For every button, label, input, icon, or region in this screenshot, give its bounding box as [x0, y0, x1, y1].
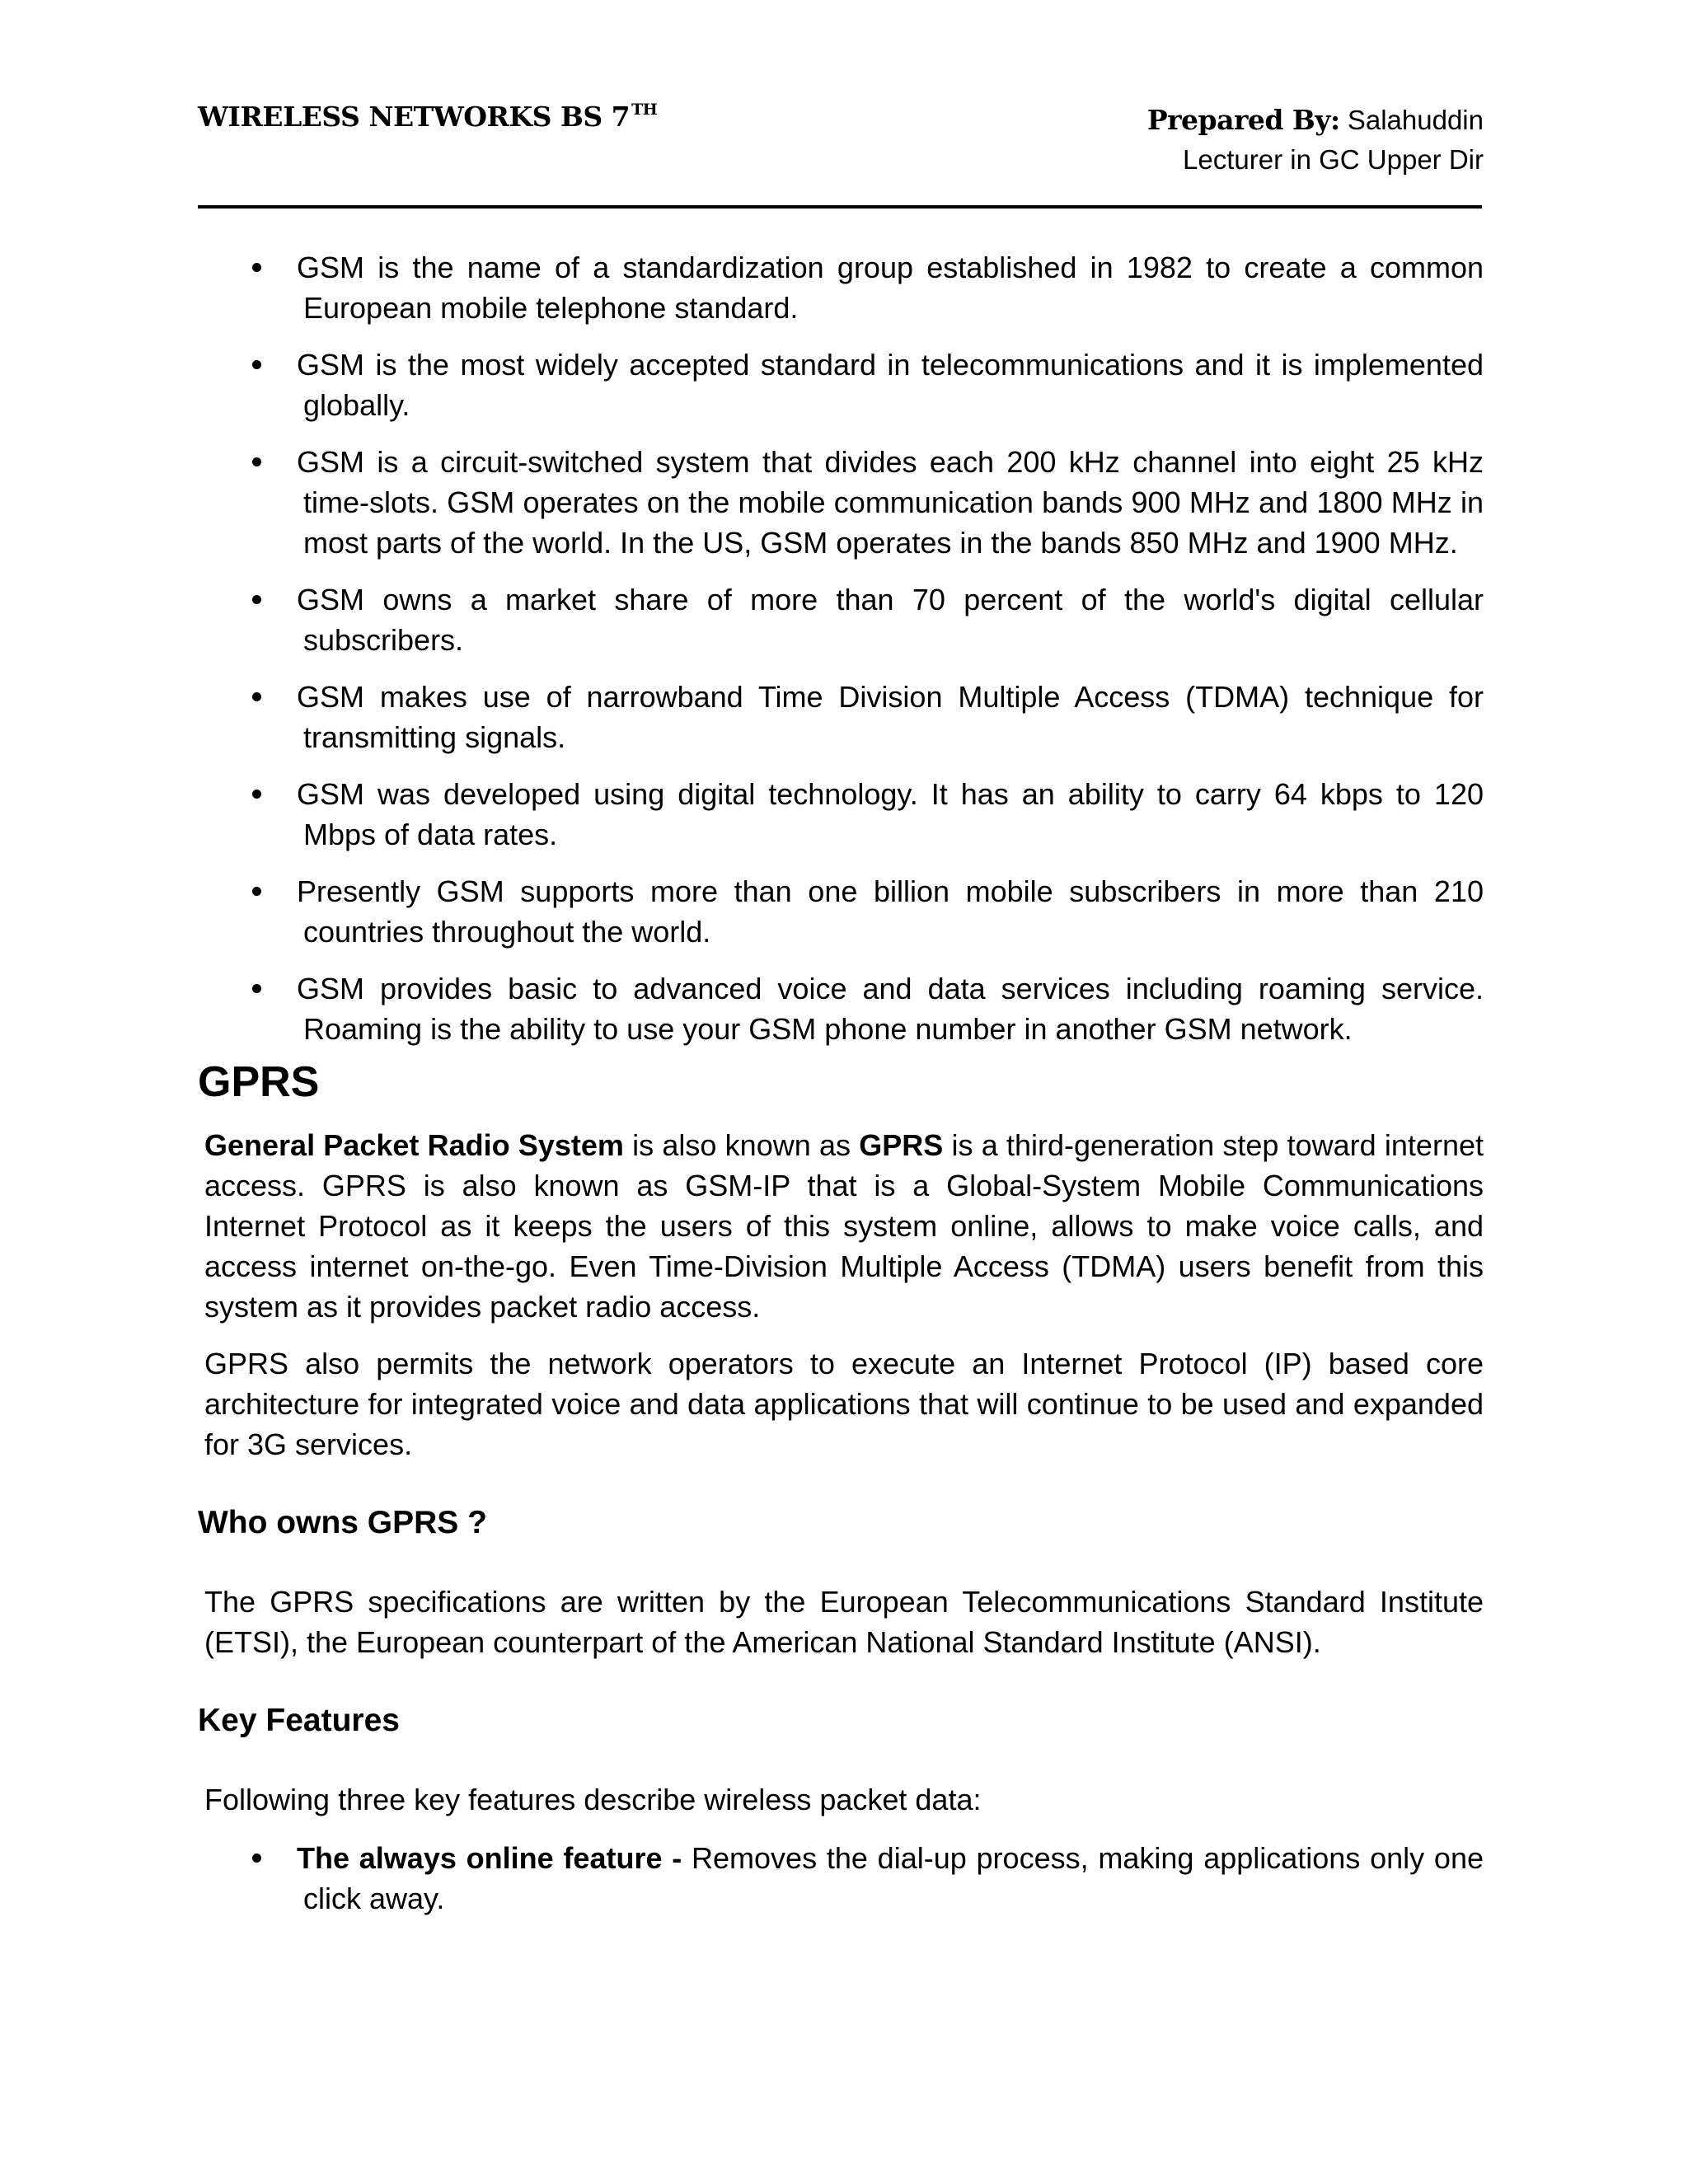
gprs-heading: GPRS: [198, 1058, 320, 1106]
course-name: WIRELESS NETWORKS BS 7: [198, 101, 631, 133]
feature-description: Removes the dial-up process, making applications only one click away.: [303, 1841, 1484, 1915]
list-item-text: [297, 1838, 1484, 1919]
main-content: [198, 247, 1484, 1935]
course-title: [198, 101, 657, 133]
author-position: Lecturer in GC Upper Dir: [1183, 144, 1484, 175]
list-item: [198, 968, 1484, 1049]
list-item-text: GSM is the name of a standardization group established in 1982 to create a common European mobile telephone standard.: [297, 251, 1484, 325]
list-item-text: GSM makes use of narrowband Time Division Multiple Access (TDMA) technique for transmitting signals.: [297, 680, 1484, 754]
header-divider: [198, 205, 1482, 209]
list-item: [198, 579, 1484, 660]
bullet-icon: [252, 790, 261, 799]
who-owns-paragraph: The GPRS specifications are written by the European Telecommunications Standard Institute (ETSI), the European counterpart of the American National Standard Institute (ANSI).: [204, 1585, 1484, 1659]
list-item-text: GSM is the most widely accepted standard in telecommunications and it is implemented globally.: [297, 348, 1484, 422]
bullet-icon: [252, 1854, 261, 1863]
gprs-paragraph-1: [204, 1125, 1484, 1327]
course-superscript: TH: [631, 101, 658, 119]
author-name: Salahuddin: [1347, 105, 1484, 135]
bullet-icon: [252, 595, 261, 604]
gprs-text-1: is also known as: [623, 1128, 860, 1162]
list-item-text: Presently GSM supports more than one billion mobile subscribers in more than 210 countries throughout the world.: [297, 874, 1484, 949]
list-item: [198, 677, 1484, 757]
list-item-text: GSM was developed using digital technology. It has an ability to carry 64 kbps to 120 Mbps of data rates.: [297, 777, 1484, 851]
bullet-icon: [252, 984, 261, 993]
gprs-paragraph-2: GPRS also permits the network operators to execute an Internet Protocol (IP) based core architecture for integrated voice and data applications that will continue to be used and expanded for 3G services.: [204, 1347, 1484, 1461]
prepared-by-label: Prepared By:: [1146, 104, 1340, 136]
bullet-icon: [252, 263, 261, 272]
list-item: [198, 442, 1484, 563]
gprs-text-2: is a third-generation step toward internet access. GPRS is also known as GSM-IP that is a Global-System Mobile Communications Internet Protocol as it keeps the users of this system online, allows to make voice calls, and access internet on-the-go. Even Time-Division Multiple Access (TDMA) users benefit from this system as it provides packet radio access.: [204, 1128, 1484, 1324]
list-item: [198, 1838, 1484, 1919]
list-item-text: GSM is a circuit-switched system that divides each 200 kHz channel into eight 25 kHz time-slots. GSM operates on the mobile communication bands 900 MHz and 1800 MHz in most parts of the world. In the US, GSM operates in the bands 850 MHz and 1900 MHz.: [297, 445, 1484, 560]
author-block: [1147, 101, 1484, 180]
key-features-intro: Following three key features describe wireless packet data:: [204, 1783, 982, 1816]
list-item: [198, 774, 1484, 855]
key-features-list: [198, 1838, 1484, 1919]
who-owns-heading: Who owns GPRS ?: [198, 1505, 487, 1540]
list-item-text: GSM provides basic to advanced voice and data services including roaming service. Roaming is the ability to use your GSM phone number in another GSM network.: [297, 972, 1484, 1046]
gsm-bullet-list: [198, 247, 1484, 1049]
list-item: [198, 344, 1484, 425]
list-item: [198, 247, 1484, 328]
key-features-heading: Key Features: [198, 1703, 400, 1738]
bullet-icon: [252, 692, 261, 701]
bullet-icon: [252, 360, 261, 369]
bullet-icon: [252, 457, 261, 466]
prepared-by-line: [1147, 101, 1484, 140]
gprs-term-full: General Packet Radio System: [204, 1128, 624, 1162]
bullet-icon: [252, 887, 261, 896]
list-item: [198, 871, 1484, 952]
list-item-text: GSM owns a market share of more than 70 percent of the world's digital cellular subscribers.: [297, 583, 1484, 657]
gprs-term-abbr: GPRS: [859, 1128, 944, 1162]
feature-title: The always online feature -: [297, 1841, 682, 1875]
